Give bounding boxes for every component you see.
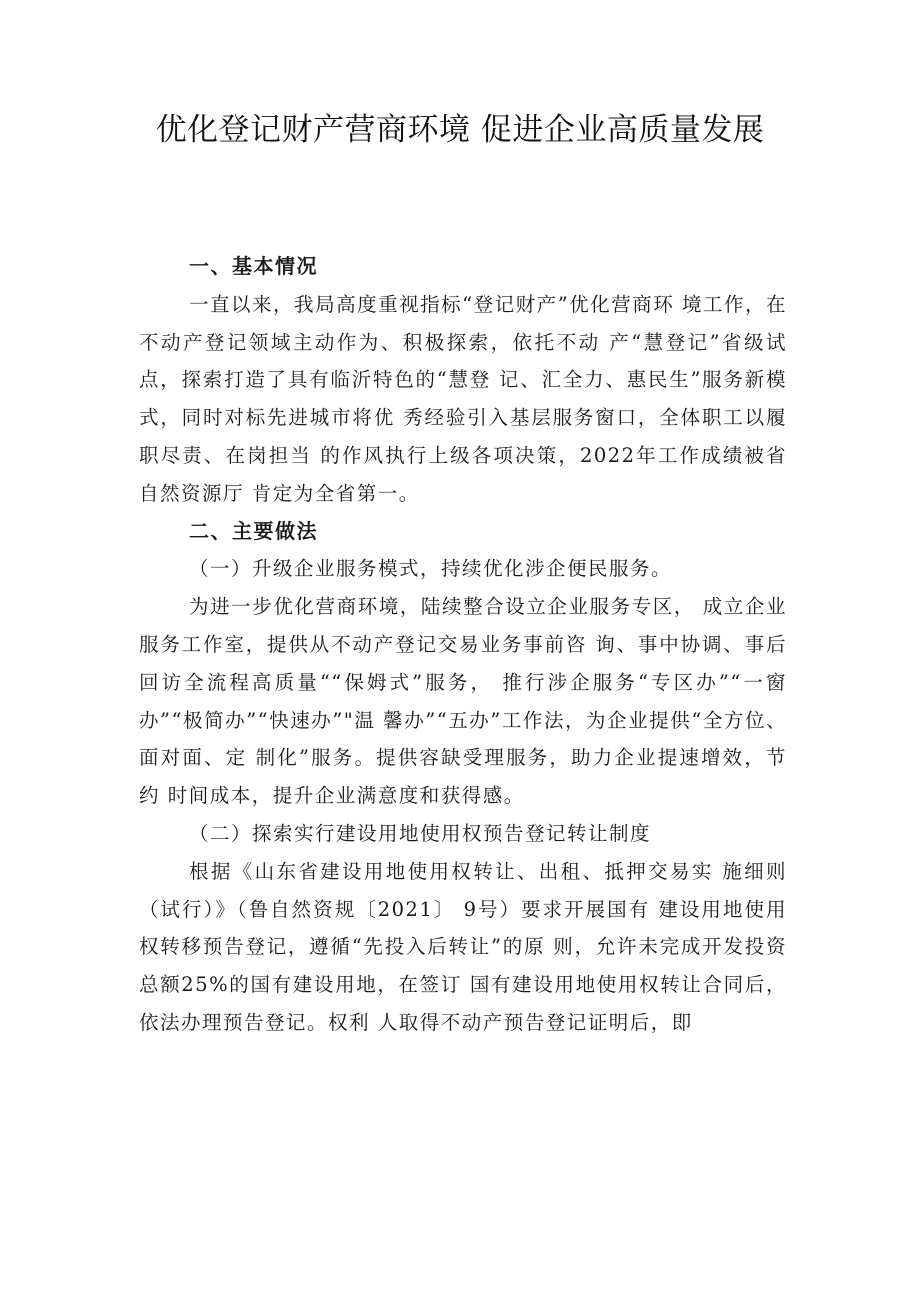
paragraph-enterprise-service: 为进一步优化营商环境，陆续整合设立企业服务专区， 成立企业服务工作室，提供从不动产登记交易业务事前咨 询、事中协调、事后回访全流程高质量““保姆式”服务， 推行涉企服务“专区办”“一窗办”“极简办”“快速办”"温 馨办”“五办”工作法，为企业提供“全方位、面对面、定 制化”服务。提供容缺受理服务，助力企业提速增效，节约 时间成本，提升企业满意度和获得感。 xyxy=(139,595,787,808)
subheading-land-transfer: （二）探索实行建设用地使用权预告登记转让制度 xyxy=(189,821,652,845)
document-title: 优化登记财产营商环境 促进企业高质量发展 xyxy=(155,112,765,148)
paragraph-basic-situation: 一直以来，我局高度重视指标“登记财产”优化营商环 境工作，在不动产登记领域主动作为、积极探索，依托不动 产“慧登记”省级试点，探索打造了具有临沂特色的“慧登 记、汇全力、惠民生”服务新模式，同时对标先进城市将优 秀经验引入基层服务窗口，全体职工以履职尽责、在岗担当 的作风执行上级各项决策，2022年工作成绩被省自然资源厅 肯定为全省第一。 xyxy=(139,292,787,505)
subheading-enterprise-service: （一）升级企业服务模式，持续优化涉企便民服务。 xyxy=(189,557,673,581)
document-body xyxy=(139,248,787,1042)
paragraph-land-transfer: 根据《山东省建设用地使用权转让、出租、抵押交易实 施细则（试行）》（鲁自然资规〔2021〕 9号）要求开展国有 建设用地使用权转移预告登记，遵循“先投入后转让”的原 则，允许未完成开发投资总额25%的国有建设用地，在签订 国有建设用地使用权转让合同后，依法办理预告登记。权利 人取得不动产预告登记证明后，即 xyxy=(139,859,787,1034)
section-heading-basic-situation: 一、基本情况 xyxy=(189,254,318,278)
section-heading-main-practices: 二、主要做法 xyxy=(189,518,318,543)
